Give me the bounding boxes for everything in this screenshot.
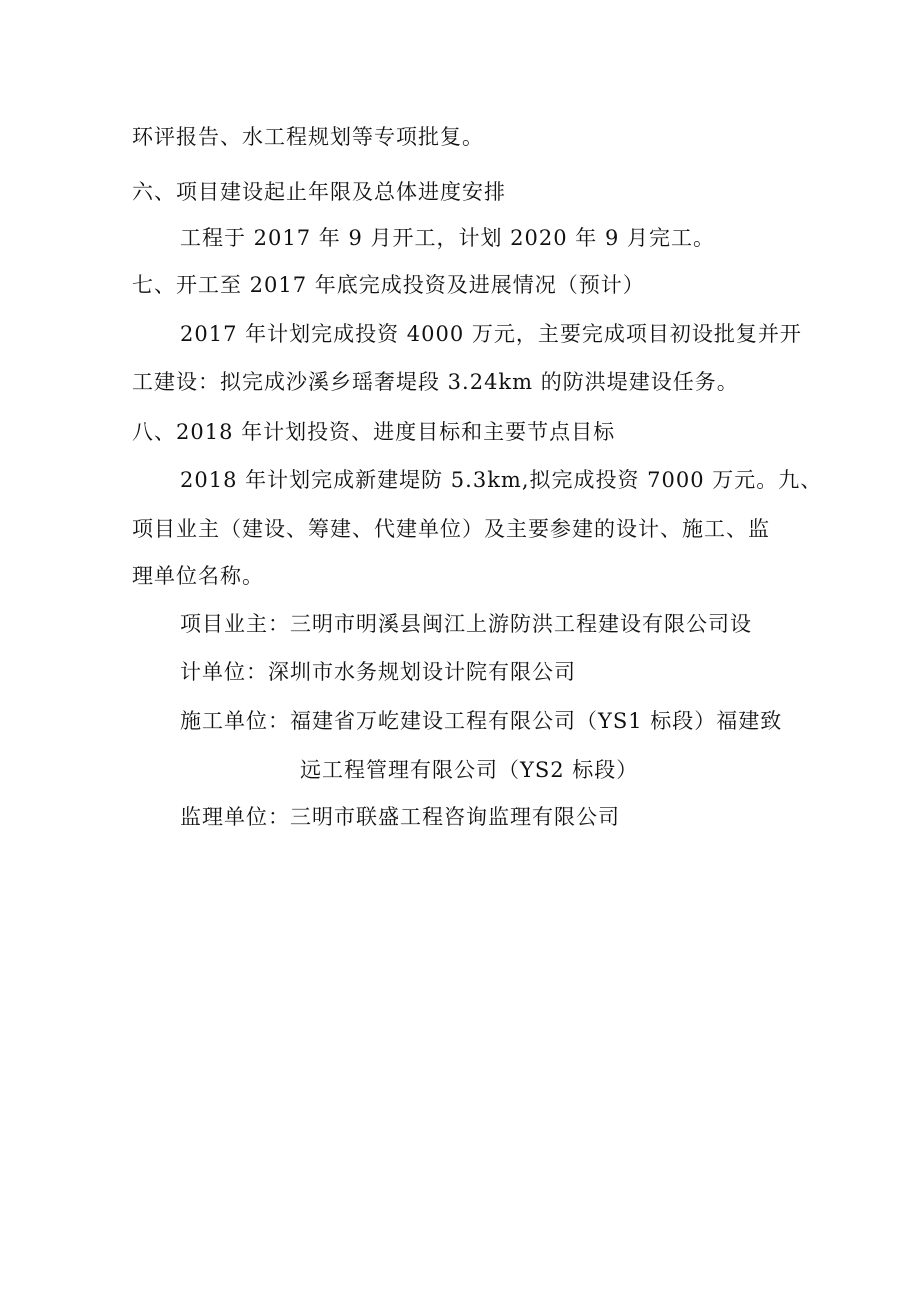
paragraph-line-construction-unit: 施工单位：福建省万屹建设工程有限公司（YS1 标段）福建致	[180, 709, 783, 733]
paragraph-line-schedule: 工程于 2017 年 9 月开工，计划 2020 年 9 月完工。	[180, 226, 716, 250]
paragraph-line-2017-plan-cont: 工建设：拟完成沙溪乡瑶奢堤段 3.24km 的防洪堤建设任务。	[132, 370, 739, 394]
section-heading-eight: 八、2018 年计划投资、进度目标和主要节点目标	[132, 420, 616, 444]
section-heading-six: 六、项目建设起止年限及总体进度安排	[132, 180, 506, 204]
paragraph-line-2018-plan: 2018 年计划完成新建堤防 5.3km,拟完成投资 7000 万元。九、	[180, 468, 823, 492]
paragraph-line-supervision-unit: 监理单位：三明市联盛工程咨询监理有限公司	[180, 805, 620, 829]
paragraph-line-design-unit: 计单位：深圳市水务规划设计院有限公司	[180, 660, 576, 684]
paragraph-line-approvals: 环评报告、水工程规划等专项批复。	[132, 125, 484, 149]
paragraph-line-section-nine-cont: 理单位名称。	[132, 564, 264, 588]
paragraph-line-section-nine: 项目业主（建设、筹建、代建单位）及主要参建的设计、施工、监	[132, 517, 770, 541]
paragraph-line-2017-plan: 2017 年计划完成投资 4000 万元，主要完成项目初设批复并开	[180, 322, 802, 346]
section-heading-seven: 七、开工至 2017 年底完成投资及进展情况（预计）	[132, 273, 645, 297]
paragraph-line-construction-unit-cont: 远工程管理有限公司（YS2 标段）	[300, 758, 639, 782]
paragraph-line-owner: 项目业主：三明市明溪县闽江上游防洪工程建设有限公司设	[180, 612, 752, 636]
